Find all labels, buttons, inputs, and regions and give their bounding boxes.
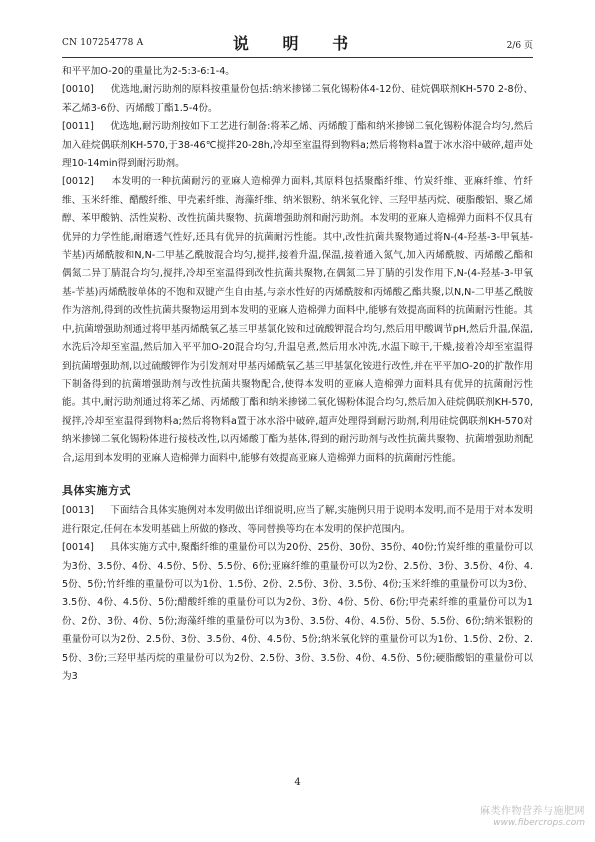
paragraph-text: 和平平加O-20的重量比为2-5:3-6:1-4。 <box>62 66 235 77</box>
watermark-site-name: 麻类作物营养与施肥网 <box>480 806 585 817</box>
site-watermark <box>480 802 585 828</box>
paragraph-text: 优选地,耐污助剂按如下工艺进行制备:将苯乙烯、丙烯酸丁酯和纳米掺锑二氧化锡粉体混合均匀,然后加入硅烷偶联剂KH-570,于38-46℃搅拌20-28h,冷却至室温得到物料a;然后将物料a置于冰水浴中破碎,超声处理10-14min得到耐污助剂。 <box>62 121 533 170</box>
header-rule <box>62 57 533 58</box>
paragraph-number: [0014] <box>62 542 94 554</box>
paragraph-0010 <box>62 81 533 118</box>
paragraph-text: 优选地,耐污助剂的原料按重量份包括:纳米掺锑二氧化锡粉体4-12份、硅烷偶联剂KH-570 2-8份、苯乙烯3-6份、丙烯酸丁酯1.5-4份。 <box>62 84 533 114</box>
page-indicator: 2/6 页 <box>506 41 533 51</box>
paragraph-text: 具体实施方式中,聚酯纤维的重量份可以为20份、25份、30份、35份、40份;竹炭纤维的重量份可以为3份、3.5份、4份、4.5份、5份、5.5份、6份;亚麻纤维的重量份可以为2份、2.5份、3份、3.5份、4份、4.5份、5份;竹纤维的重量份可以为1份、1.5份、2份、2.5份、3份、3.5份、4份;玉米纤维的重量份可以为3份、3.5份、4份、4.5份、5份;醋酸纤维的重量份可以为2份、3份、4份、5份、6份;甲壳素纤维的重量份可以为1份、2份、3份、4份、5份;海藻纤维的重量份可以为3份、3.5份、4份、4.5份、5份、5.5份、6份;纳米银粉的重量份可以为2份、2.5份、3份、3.5份、4份、4.5份、5份;纳米氧化锌的重量份可以为1份、1.5份、2份、2.5份、3份;三羟甲基丙烷的重量份可以为2份、2.5份、3份、3.5份、4份、4.5份、5份;硬脂酸铝的重量份可以为3 <box>62 542 533 682</box>
patent-number: CN 107254778 A <box>62 38 144 48</box>
paragraph-number: [0010] <box>62 84 94 96</box>
paragraph-0012 <box>62 173 533 468</box>
page-number: 4 <box>294 777 301 788</box>
section-heading: 具体实施方式 <box>62 483 131 497</box>
paragraph-0014 <box>62 539 533 686</box>
page-header <box>62 28 533 56</box>
paragraph-number: [0012] <box>62 176 94 188</box>
paragraph-text: 本发明的一种抗菌耐污的亚麻人造棉弹力面料,其原料包括聚酯纤维、竹炭纤维、亚麻纤维、竹纤维、玉米纤维、醋酸纤维、甲壳素纤维、海藻纤维、纳米银粉、纳米氧化锌、三羟甲基丙烷、硬脂酸铝、聚乙烯醇、苯甲酸钠、活性炭粉、改性抗菌共聚物、抗菌增强助剂和耐污助剂。本发明的亚麻人造棉弹力面料不仅具有优异的力学性能,耐磨透气性好,还具有优异的抗菌耐污性能。其中,改性抗菌共聚物通过将N-(4-羟基-3-甲氧基-苄基)丙烯酰胺和N,N-二甲基乙酰胺混合均匀,搅拌,接着升温,保温,接着通入氮气,加入丙烯酰胺、丙烯酸乙酯和偶氮二异丁腈混合均匀,搅拌,冷却至室温得到改性抗菌共聚物,在偶氮二异丁腈的引发作用下,N-(4-羟基-3-甲氧基-苄基)丙烯酰胺单体的不饱和双键产生自由基,与亲水性好的丙烯酰胺和丙烯酸乙酯共聚,以N,N-二甲基乙酰胺作为溶剂,得到的改性抗菌共聚物运用到本发明的亚麻人造棉弹力面料中,能够有效提高面料的抗菌耐污性能。其中,抗菌增强助剂通过将甲基丙烯酰氧乙基三甲基氯化铵和过硫酸钾混合均匀,然后用甲酸调节pH,然后升温,保温,水洗后冷却至室温,然后加入平平加O-20混合均匀,升温皂煮,然后用水冲洗,水温下晾干,干燥,接着冷却至室温得到抗菌增强助剂,以过硫酸钾作为引发剂对甲基丙烯酰氧乙基三甲基氯化铵进行改性,并在平平加O-20的扩散作用下制备得到的抗菌增强助剂与改性抗菌共聚物配合,使得本发明的亚麻人造棉弹力面料具有优异的抗菌耐污性能。其中,耐污助剂通过将苯乙烯、丙烯酸丁酯和纳米掺锑二氧化锡粉体混合均匀,然后加入硅烷偶联剂KH-570,搅拌,冷却至室温得到物料a;然后将物料a置于冰水浴中破碎,超声处理得到耐污助剂,利用硅烷偶联剂KH-570对纳米掺锑二氧化锡粉体进行接枝改性,以丙烯酸丁酯为基体,得到的耐污助剂与改性抗菌共聚物、抗菌增强助剂配合,运用到本发明的亚麻人造棉弹力面料中,能够有效提高亚麻人造棉弹力面料的抗菌耐污性能。 <box>62 176 533 464</box>
document-body <box>62 63 533 772</box>
watermark-url: www.fibercrops.com <box>493 818 585 828</box>
paragraph-text: 下面结合具体实施例对本发明做出详细说明,应当了解,实施例只用于说明本发明,而不是用于对本发明进行限定,任何在本发明基础上所做的修改、等同替换等均在本发明的保护范围内。 <box>62 505 533 535</box>
paragraph-number: [0013] <box>62 505 94 517</box>
paragraph-number: [0011] <box>62 121 94 133</box>
paragraph-0013 <box>62 502 533 539</box>
document-title: 说 明 书 <box>232 34 363 53</box>
paragraph-0011 <box>62 118 533 173</box>
paragraph-continuation <box>62 63 533 81</box>
